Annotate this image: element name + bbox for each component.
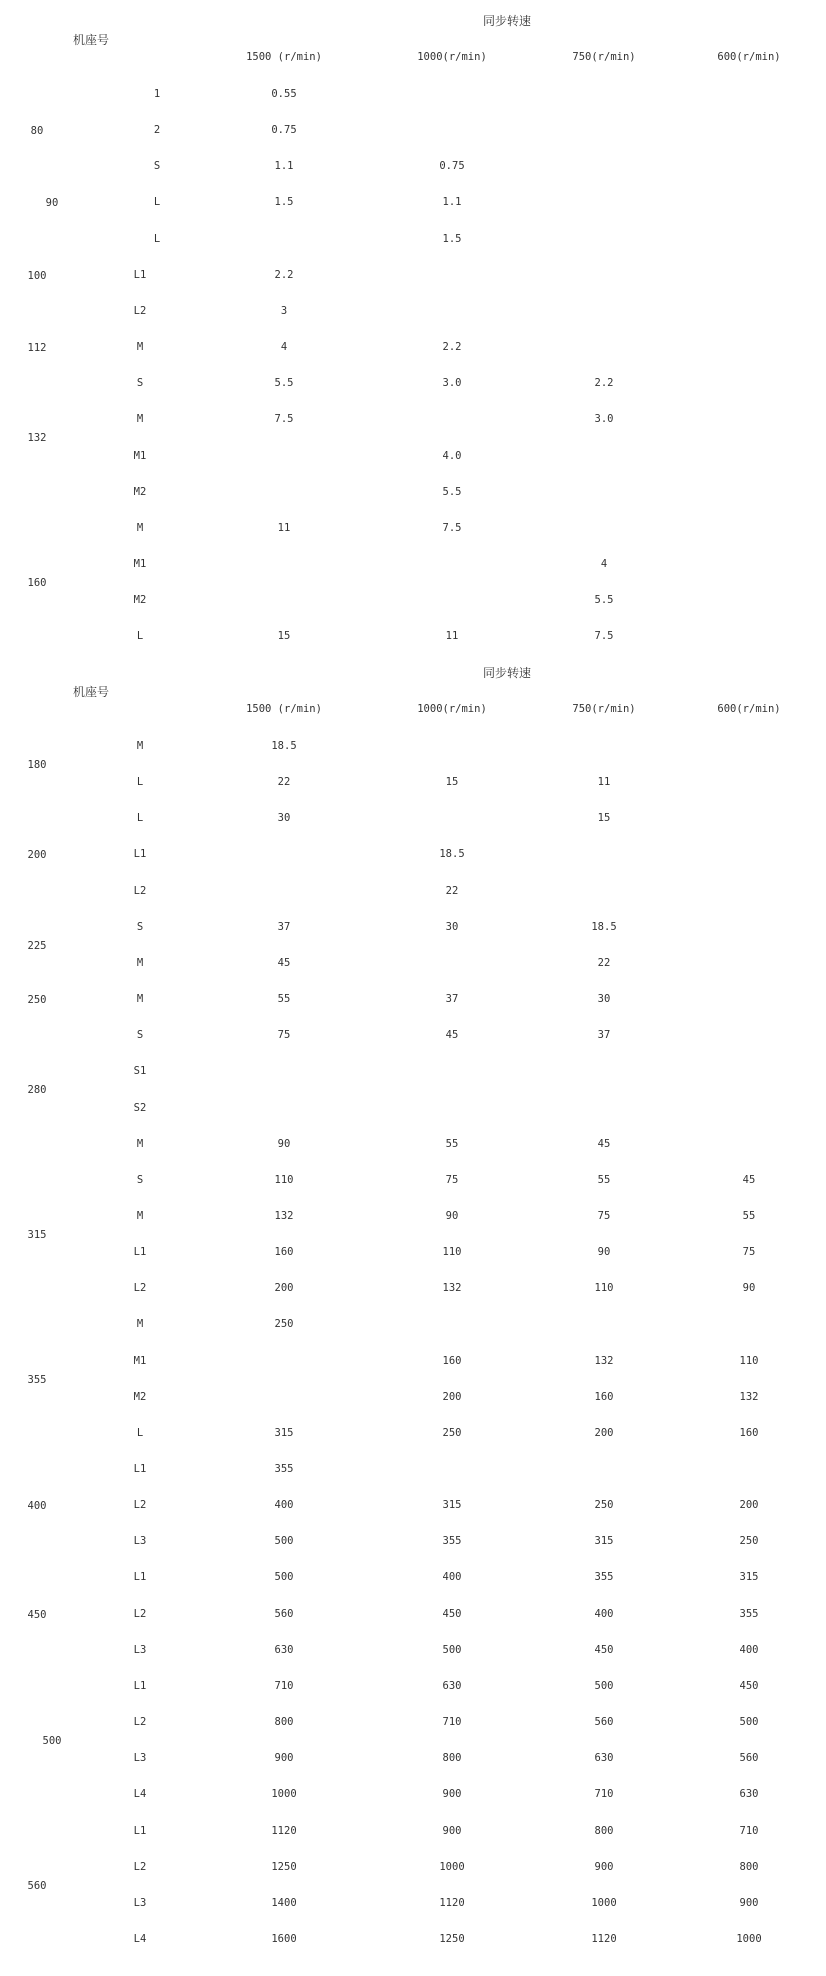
power-kw-value: 630 (594, 1752, 614, 1765)
speed-column-header: 1500 (r/min) (246, 51, 322, 63)
power-kw-value: 0.55 (271, 88, 297, 100)
speed-column-header: 1000(r/min) (417, 51, 487, 63)
motor-type: L2 (133, 1607, 147, 1620)
frame-number: 112 (27, 342, 47, 355)
motor-type: L2 (133, 1716, 147, 1729)
frame-number: 80 (30, 125, 44, 138)
power-kw-value: 55 (597, 1173, 611, 1186)
power-kw-value: 55 (277, 993, 291, 1006)
frame-number-header: 机座号 (73, 33, 110, 47)
power-kw-value: 630 (739, 1788, 759, 1801)
power-kw-value: 90 (597, 1246, 611, 1259)
power-kw-value: 450 (739, 1679, 759, 1692)
motor-type: L1 (133, 1571, 147, 1584)
motor-type: L4 (133, 1788, 147, 1801)
power-kw-value: 132 (594, 1354, 614, 1367)
motor-type: 2 (153, 124, 161, 137)
motor-type: M1 (133, 449, 147, 462)
power-kw-value: 15 (277, 630, 291, 643)
power-kw-value: 18.5 (271, 740, 297, 752)
motor-type: L2 (133, 304, 147, 317)
power-kw-value: 3 (280, 304, 288, 317)
power-kw-value: 355 (739, 1607, 759, 1620)
motor-type: L1 (133, 848, 147, 861)
motor-type: L (136, 1426, 144, 1439)
motor-type: L1 (133, 1246, 147, 1259)
motor-type: L (136, 812, 144, 825)
power-kw-value: 900 (274, 1752, 294, 1765)
speed-column-header: 1000(r/min) (417, 703, 487, 715)
power-kw-value: 110 (442, 1246, 462, 1259)
power-kw-value: 200 (739, 1499, 759, 1512)
power-kw-value: 800 (274, 1716, 294, 1729)
power-kw-value: 315 (594, 1535, 614, 1548)
power-kw-value: 15 (597, 812, 611, 825)
frame-number: 280 (27, 1084, 47, 1097)
power-kw-value: 1600 (271, 1932, 297, 1945)
power-kw-value: 1250 (271, 1860, 297, 1873)
speed-column-header: 600(r/min) (717, 51, 781, 63)
frame-number: 500 (42, 1735, 62, 1748)
power-kw-value: 5.5 (442, 485, 462, 498)
motor-type: L (153, 232, 161, 245)
power-kw-value: 11 (597, 776, 611, 789)
power-kw-value: 1000 (439, 1860, 465, 1873)
power-kw-value: 0.75 (439, 160, 465, 173)
frame-number: 400 (27, 1500, 47, 1513)
power-kw-value: 160 (739, 1426, 759, 1439)
power-kw-value: 3.0 (442, 377, 462, 390)
motor-type: 1 (153, 88, 161, 100)
frame-number: 250 (27, 994, 47, 1007)
power-kw-value: 3.0 (594, 413, 614, 426)
speed-column-header: 750(r/min) (572, 51, 636, 63)
power-kw-value: 90 (742, 1282, 756, 1295)
speed-column-header: 750(r/min) (572, 703, 636, 715)
power-kw-value: 400 (274, 1499, 294, 1512)
power-kw-value: 1120 (439, 1896, 465, 1909)
power-kw-value: 710 (594, 1788, 614, 1801)
power-kw-value: 355 (442, 1535, 462, 1548)
motor-type: L3 (133, 1896, 147, 1909)
power-kw-value: 1120 (271, 1824, 297, 1837)
power-kw-value: 160 (442, 1354, 462, 1367)
power-kw-value: 160 (594, 1390, 614, 1403)
power-kw-value: 500 (442, 1643, 462, 1656)
power-kw-value: 900 (442, 1824, 462, 1837)
motor-type: M (136, 740, 144, 752)
motor-type: S (136, 377, 144, 390)
motor-type: M (136, 993, 144, 1006)
power-kw-value: 37 (277, 920, 291, 933)
power-kw-value: 55 (445, 1137, 459, 1150)
power-kw-value: 45 (277, 956, 291, 969)
power-kw-value: 30 (597, 993, 611, 1006)
power-kw-value: 75 (597, 1209, 611, 1222)
power-kw-value: 315 (442, 1499, 462, 1512)
power-kw-value: 2.2 (442, 341, 462, 354)
frame-number: 100 (27, 269, 47, 282)
power-kw-value: 0.75 (271, 124, 297, 137)
power-kw-value: 1120 (591, 1932, 617, 1945)
power-kw-value: 800 (739, 1860, 759, 1873)
power-kw-value: 900 (594, 1860, 614, 1873)
power-kw-value: 400 (739, 1643, 759, 1656)
power-kw-value: 250 (442, 1426, 462, 1439)
power-kw-value: 37 (597, 1029, 611, 1042)
power-kw-value: 4 (280, 341, 288, 354)
power-kw-value: 75 (445, 1173, 459, 1186)
power-kw-value: 400 (442, 1571, 462, 1584)
motor-type: L3 (133, 1643, 147, 1656)
power-kw-value: 22 (277, 776, 291, 789)
power-kw-value: 710 (442, 1716, 462, 1729)
motor-type: M (136, 956, 144, 969)
power-kw-value: 1.5 (274, 196, 294, 209)
power-kw-value: 200 (594, 1426, 614, 1439)
power-kw-value: 1250 (439, 1932, 465, 1945)
power-kw-value: 18.5 (591, 920, 617, 933)
power-kw-value: 315 (739, 1571, 759, 1584)
motor-type: L2 (133, 1282, 147, 1295)
power-kw-value: 2.2 (594, 377, 614, 390)
motor-type: L2 (133, 884, 147, 897)
power-kw-value: 1.1 (442, 196, 462, 209)
power-kw-value: 11 (445, 630, 459, 643)
power-kw-value: 22 (597, 956, 611, 969)
power-kw-value: 560 (594, 1716, 614, 1729)
power-kw-value: 315 (274, 1426, 294, 1439)
power-kw-value: 75 (742, 1246, 756, 1259)
power-kw-value: 800 (442, 1752, 462, 1765)
power-kw-value: 30 (277, 812, 291, 825)
motor-type: M (136, 413, 144, 426)
power-kw-value: 630 (274, 1643, 294, 1656)
power-kw-value: 1.1 (274, 160, 294, 173)
power-kw-value: 132 (274, 1209, 294, 1222)
power-kw-value: 710 (739, 1824, 759, 1837)
motor-type: S (153, 160, 161, 173)
motor-type: M2 (133, 594, 147, 607)
power-kw-value: 37 (445, 993, 459, 1006)
power-kw-value: 400 (594, 1607, 614, 1620)
power-kw-value: 55 (742, 1209, 756, 1222)
power-kw-value: 800 (594, 1824, 614, 1837)
power-kw-value: 355 (274, 1463, 294, 1475)
power-kw-value: 4.0 (442, 449, 462, 462)
power-kw-value: 75 (277, 1029, 291, 1042)
motor-type: S2 (133, 1101, 147, 1114)
power-kw-value: 45 (445, 1029, 459, 1042)
speed-column-header: 1500 (r/min) (246, 703, 322, 715)
power-kw-value: 45 (597, 1137, 611, 1150)
motor-type: M (136, 1318, 144, 1331)
power-kw-value: 560 (739, 1752, 759, 1765)
motor-type: L2 (133, 1860, 147, 1873)
power-kw-value: 11 (277, 521, 291, 534)
motor-type: L1 (133, 1463, 147, 1475)
power-kw-value: 200 (442, 1390, 462, 1403)
motor-type: S (136, 1029, 144, 1042)
sync-speed-header: 同步转速 (482, 666, 532, 680)
motor-type: M (136, 521, 144, 534)
power-kw-value: 132 (442, 1282, 462, 1295)
frame-number: 160 (27, 577, 47, 590)
motor-type: L (136, 776, 144, 789)
motor-type: L (136, 630, 144, 643)
power-kw-value: 900 (739, 1896, 759, 1909)
power-kw-value: 250 (274, 1318, 294, 1331)
power-kw-value: 250 (594, 1499, 614, 1512)
power-kw-value: 30 (445, 920, 459, 933)
motor-type: M (136, 1209, 144, 1222)
motor-type: M1 (133, 557, 147, 570)
power-kw-value: 450 (594, 1643, 614, 1656)
motor-type: M (136, 1137, 144, 1150)
power-kw-value: 15 (445, 776, 459, 789)
power-kw-value: 500 (274, 1571, 294, 1584)
frame-number: 450 (27, 1608, 47, 1621)
motor-type: S (136, 1173, 144, 1186)
power-kw-value: 160 (274, 1246, 294, 1259)
motor-type: S (136, 920, 144, 933)
motor-type: L (153, 196, 161, 209)
speed-column-header: 600(r/min) (717, 703, 781, 715)
power-kw-value: 90 (445, 1209, 459, 1222)
power-kw-value: 450 (442, 1607, 462, 1620)
frame-number: 90 (45, 197, 59, 210)
power-kw-value: 5.5 (594, 594, 614, 607)
power-kw-value: 1400 (271, 1896, 297, 1909)
sync-speed-header: 同步转速 (482, 14, 532, 28)
motor-type: L2 (133, 1499, 147, 1512)
power-kw-value: 7.5 (274, 413, 294, 426)
power-kw-value: 110 (739, 1354, 759, 1367)
motor-type: L4 (133, 1932, 147, 1945)
power-kw-value: 500 (594, 1679, 614, 1692)
power-kw-value: 500 (739, 1716, 759, 1729)
motor-type: L3 (133, 1752, 147, 1765)
power-kw-value: 560 (274, 1607, 294, 1620)
power-kw-value: 132 (739, 1390, 759, 1403)
power-kw-value: 7.5 (594, 630, 614, 643)
frame-number: 315 (27, 1229, 47, 1242)
power-kw-value: 110 (274, 1173, 294, 1186)
power-kw-value: 500 (274, 1535, 294, 1548)
power-kw-value: 1000 (591, 1896, 617, 1909)
power-kw-value: 710 (274, 1679, 294, 1692)
power-kw-value: 900 (442, 1788, 462, 1801)
motor-type: S1 (133, 1065, 147, 1078)
frame-number: 560 (27, 1879, 47, 1892)
motor-type: M1 (133, 1354, 147, 1367)
power-kw-value: 110 (594, 1282, 614, 1295)
power-kw-value: 5.5 (274, 377, 294, 390)
power-kw-value: 630 (442, 1679, 462, 1692)
frame-number-header: 机座号 (73, 685, 110, 699)
power-kw-value: 200 (274, 1282, 294, 1295)
power-kw-value: 90 (277, 1137, 291, 1150)
frame-number: 180 (27, 759, 47, 772)
motor-type: L1 (133, 1679, 147, 1692)
power-kw-value: 45 (742, 1173, 756, 1186)
motor-type: M2 (133, 1390, 147, 1403)
frame-number: 355 (27, 1373, 47, 1386)
motor-type: L1 (133, 268, 147, 281)
frame-number: 200 (27, 849, 47, 862)
power-kw-value: 4 (600, 557, 608, 570)
power-kw-value: 1000 (736, 1932, 762, 1945)
power-kw-value: 7.5 (442, 521, 462, 534)
power-kw-value: 1000 (271, 1788, 297, 1801)
power-kw-value: 18.5 (439, 848, 465, 861)
frame-number: 225 (27, 939, 47, 952)
motor-type: L1 (133, 1824, 147, 1837)
motor-type: M (136, 341, 144, 354)
power-kw-value: 1.5 (442, 232, 462, 245)
power-kw-value: 250 (739, 1535, 759, 1548)
power-kw-value: 355 (594, 1571, 614, 1584)
power-kw-value: 22 (445, 884, 459, 897)
motor-type: L3 (133, 1535, 147, 1548)
power-kw-value: 2.2 (274, 268, 294, 281)
motor-type: M2 (133, 485, 147, 498)
frame-number: 132 (27, 432, 47, 445)
